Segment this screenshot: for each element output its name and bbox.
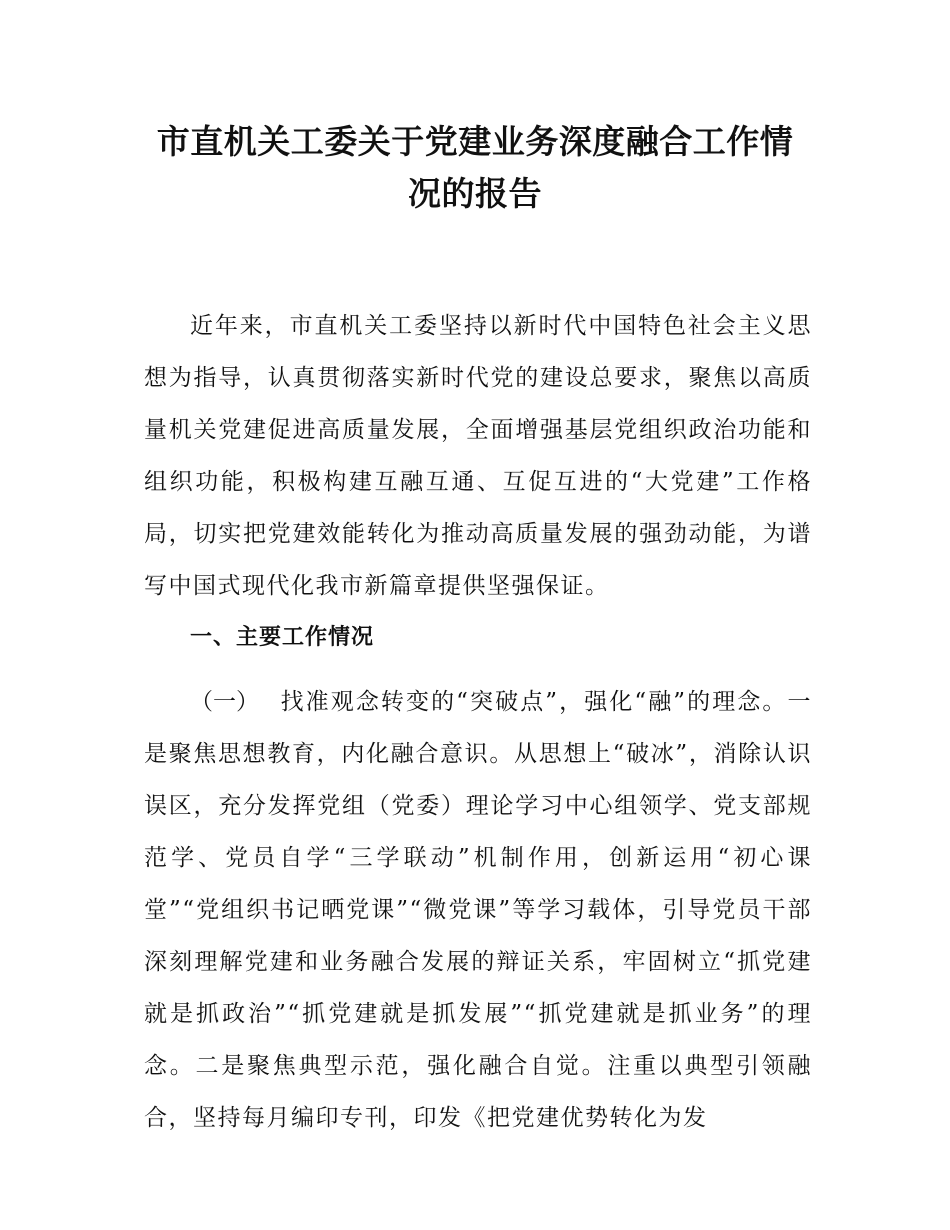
subsection-number: （一） [190, 689, 259, 715]
title-line-1: 市直机关工委关于党建业务深度融合工作情 [156, 122, 794, 161]
section-paragraph-text: 找准观念转变的“突破点”，强化“融”的理念。一是聚焦思想教育，内化融合意识。从思想上“破冰”，消除认识误区，充分发挥党组（党委）理论学习中心组领学、党支部规范学、党员自学“三学联动”机制作用，创新运用“初心课堂”“党组织书记晒党课”“微党课”等学习载体，引导党员干部深刻理解党建和业务融合发展的辩证关系，牢固树立“抓党建就是抓政治”“抓党建就是抓发展”“抓党建就是抓业务”的理念。二是聚焦典型示范，强化融合自觉。注重以典型引领融合，坚持每月编印专刊，印发《把党建优势转化为发 [144, 689, 812, 1131]
section-paragraph [144, 676, 812, 1144]
section-heading: 一、主要工作情况 [190, 625, 375, 650]
intro-paragraph: 近年来，市直机关工委坚持以新时代中国特色社会主义思想为指导，认真贯彻落实新时代党的建设总要求，聚焦以高质量机关党建促进高质量发展，全面增强基层党组织政治功能和组织功能，积极构建互融互通、互促互进的“大党建”工作格局，切实把党建效能转化为推动高质量发展的强劲动能，为谱写中国式现代化我市新篇章提供坚强保证。 [144, 313, 812, 599]
document-title [140, 116, 810, 220]
title-line-2: 况的报告 [408, 174, 542, 213]
